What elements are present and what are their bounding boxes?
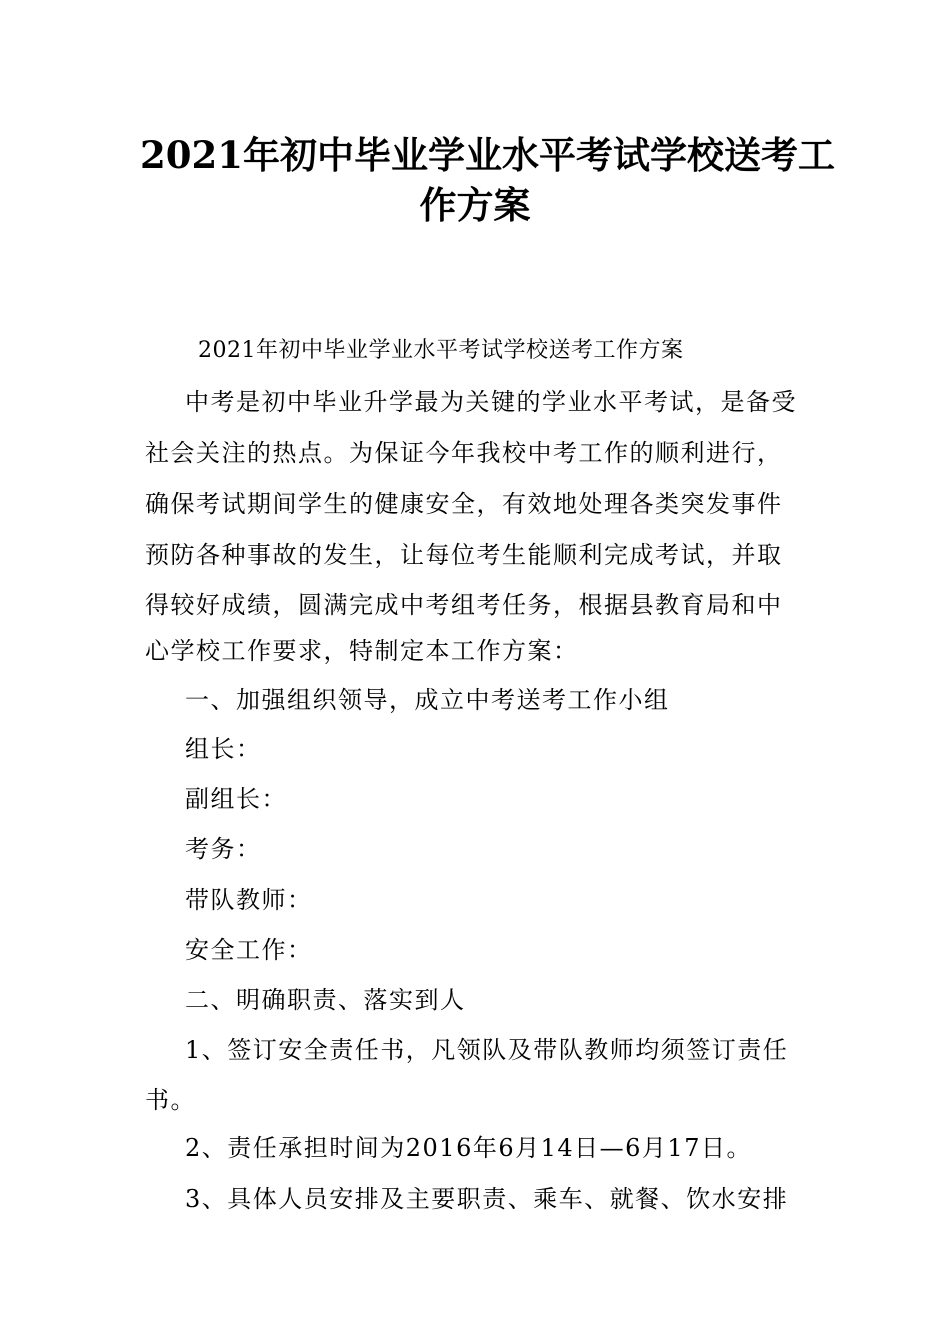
list-item-2: 2、责任承担时间为2016年6月14日—6月17日。 (185, 1134, 752, 1162)
role-escort-teachers: 带队教师： (185, 886, 313, 914)
document-subtitle: 2021年初中毕业学业水平考试学校送考工作方案 (198, 338, 684, 363)
intro-paragraph-line: 中考是初中毕业升学最为关键的学业水平考试，是备受 (185, 388, 797, 416)
role-safety-work: 安全工作： (185, 936, 313, 964)
intro-paragraph-line: 预防各种事故的发生，让每位考生能顺利完成考试，并取 (145, 541, 783, 569)
role-deputy-leader: 副组长： (185, 785, 287, 813)
intro-paragraph-line: 心学校工作要求，特制定本工作方案： (145, 637, 579, 665)
list-item-1: 1、签订安全责任书，凡领队及带队教师均须签订责任 (185, 1036, 789, 1064)
intro-paragraph-line: 确保考试期间学生的健康安全，有效地处理各类突发事件 (145, 490, 783, 518)
list-item-1-continuation: 书。 (145, 1086, 196, 1114)
document-title-line-2: 作方案 (419, 183, 531, 227)
role-leader: 组长： (185, 735, 262, 763)
list-item-3: 3、具体人员安排及主要职责、乘车、就餐、饮水安排 (185, 1185, 789, 1213)
document-title-line-1: 2021年初中毕业学业水平考试学校送考工 (140, 133, 835, 177)
intro-paragraph-line: 得较好成绩，圆满完成中考组考任务，根据县教育局和中 (145, 591, 783, 619)
section-heading-organization: 一、加强组织领导，成立中考送考工作小组 (185, 686, 670, 714)
intro-paragraph-line: 社会关注的热点。为保证今年我校中考工作的顺利进行， (145, 439, 783, 467)
section-heading-responsibilities: 二、明确职责、落实到人 (185, 986, 466, 1014)
role-exam-affairs: 考务： (185, 835, 262, 863)
